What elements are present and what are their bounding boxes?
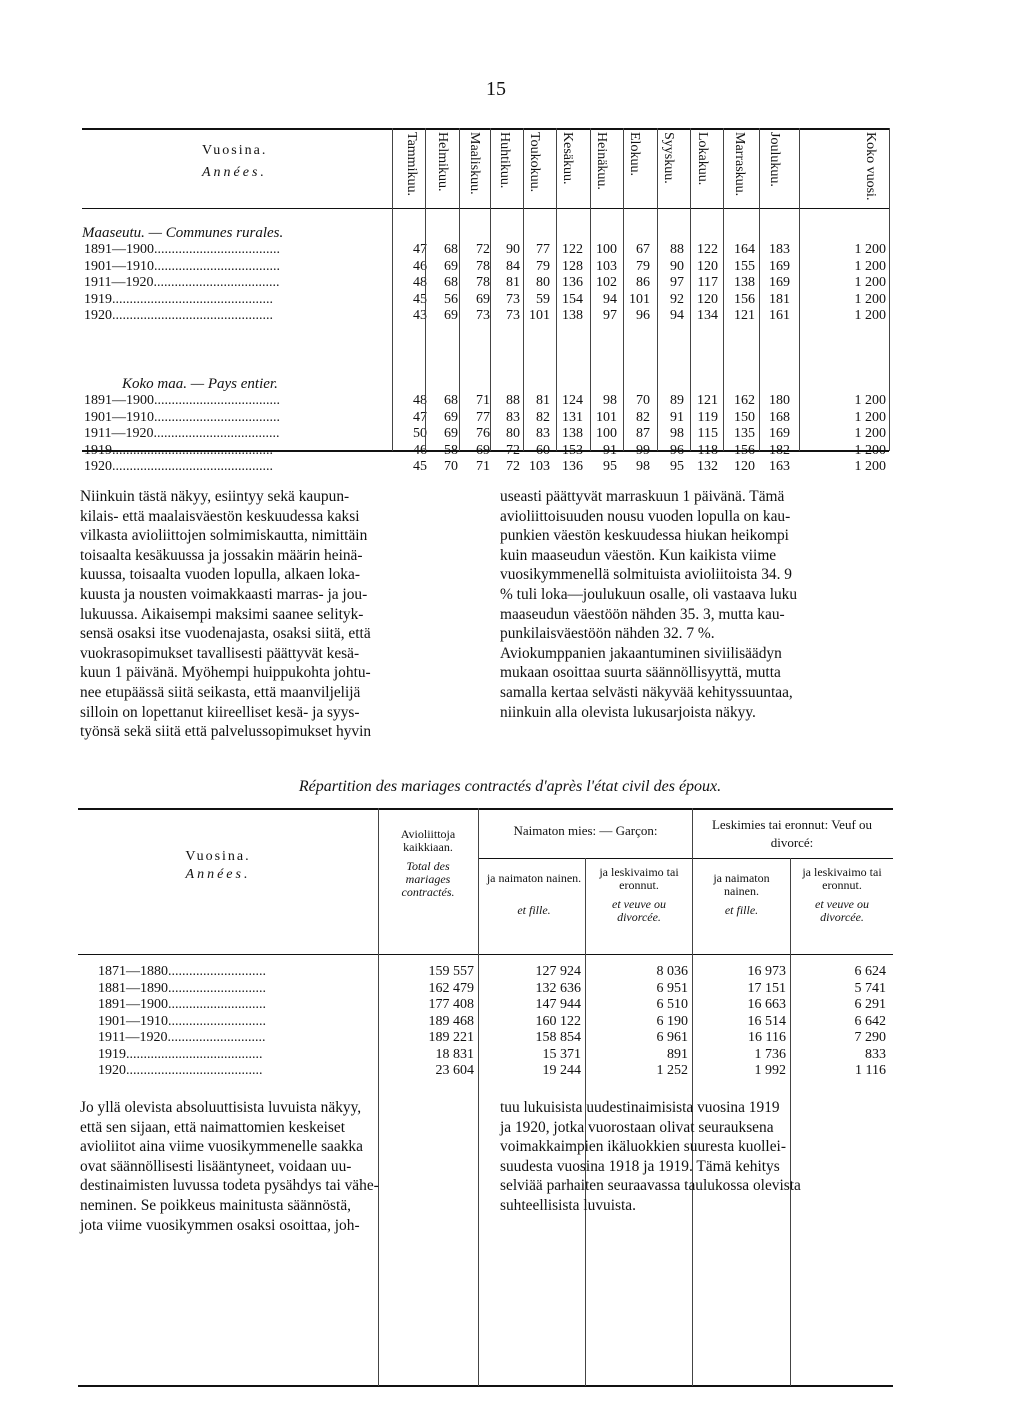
table-cell: 73 xyxy=(506,291,520,307)
unmarried-unmarried-fi: ja naimaton nainen. xyxy=(486,871,582,885)
table-cell: 117 xyxy=(697,275,718,290)
table-cell: 115 xyxy=(697,426,718,441)
table-cell: 160 122 xyxy=(535,1013,581,1029)
month-header: Koko vuosi. xyxy=(863,132,878,201)
table-cell: 16 973 xyxy=(747,964,786,979)
table-cell: 181 xyxy=(769,291,790,307)
text-line: työnsä sekä siitä että palvelussopimukset hyvin xyxy=(80,723,372,741)
table-cell: 6 510 xyxy=(656,997,688,1012)
table-cell: 72 xyxy=(476,242,490,257)
table-cell: 103 xyxy=(596,258,617,274)
table-cell: 6 961 xyxy=(656,1030,688,1045)
years-header: Vuosina. Années. xyxy=(202,143,268,180)
row-label: 1881—1890............................ xyxy=(98,980,266,996)
text-line: sensä osaksi itse vuodenajasta, osaksi siitä, että xyxy=(80,625,371,643)
table-cell: 164 xyxy=(734,242,755,257)
table-cell: 97 xyxy=(670,275,684,290)
table-cell: 6 951 xyxy=(656,980,688,996)
row-label: 1901—1910.................................... xyxy=(84,409,280,425)
table-cell: 47 xyxy=(413,242,427,257)
table-cell: 80 xyxy=(536,275,550,290)
table-cell: 1 200 xyxy=(854,291,886,307)
table-cell: 95 xyxy=(670,459,684,474)
table-cell: 147 944 xyxy=(535,997,581,1012)
table-cell: 168 xyxy=(769,409,790,425)
month-header: Toukokuu. xyxy=(527,132,542,193)
table-cell: 67 xyxy=(636,242,650,257)
table-cell: 69 xyxy=(444,426,458,441)
table-cell: 131 xyxy=(562,409,583,425)
table-cell: 82 xyxy=(636,409,650,425)
text-line: kilais- että maalaisväestön keskuudessa kaksi xyxy=(80,507,360,525)
table-cell: 122 xyxy=(562,242,583,257)
text-line: Jo yllä olevista absoluuttisista luvuista näkyy, xyxy=(80,1099,362,1116)
text-line: toisaalta kesäkuussa ja jossakin määrin heinä- xyxy=(80,546,363,564)
widower-unmarried-fi: ja naimaton nainen. xyxy=(713,871,770,898)
table-row xyxy=(82,292,889,308)
table-cell: 124 xyxy=(562,393,583,408)
table-cell: 90 xyxy=(506,242,520,257)
total-header-fr: Total des mariages contractés. xyxy=(401,859,455,899)
table-cell: 1 200 xyxy=(854,442,886,458)
table-cell: 1 200 xyxy=(854,426,886,441)
paragraph-left-2 xyxy=(80,1098,475,1235)
table-cell: 77 xyxy=(476,409,490,425)
table-row xyxy=(82,426,889,442)
table-cell: 158 854 xyxy=(535,1030,581,1045)
table-row xyxy=(82,259,889,275)
row-label: 1891—1900.................................... xyxy=(84,242,280,257)
table-cell: 134 xyxy=(697,308,718,323)
table-cell: 68 xyxy=(444,275,458,290)
table-cell: 69 xyxy=(444,308,458,323)
table-cell: 83 xyxy=(506,409,520,425)
table-cell: 47 xyxy=(413,409,427,425)
table-cell: 120 xyxy=(697,258,718,274)
table-cell: 68 xyxy=(444,393,458,408)
text-line: useasti päättyvät marraskuun 1 päivänä. Tämä xyxy=(500,488,785,505)
row-label: 1901—1910............................ xyxy=(98,1013,266,1029)
table-cell: 5 741 xyxy=(854,980,886,996)
table-cell: 153 xyxy=(562,442,583,458)
table-row xyxy=(82,459,889,475)
table-cell: 6 190 xyxy=(656,1013,688,1029)
table-cell: 169 xyxy=(769,258,790,274)
table-cell: 56 xyxy=(444,291,458,307)
table-cell: 98 xyxy=(670,426,684,441)
table-cell: 81 xyxy=(506,275,520,290)
table-cell: 183 xyxy=(769,242,790,257)
table-cell: 88 xyxy=(506,393,520,408)
row-label: 1891—1900.................................... xyxy=(84,393,280,408)
row-label: 1919....................................... xyxy=(98,1046,263,1062)
text-line: Niinkuin tästä näkyy, esiintyy sekä kaupun- xyxy=(80,488,350,505)
table-cell: 73 xyxy=(506,308,520,323)
text-line: vuosikymmenellä solmituista avioliitoista 34. 9 xyxy=(500,566,792,584)
text-line: ovat säännöllisesti lisääntyneet, voidaan uu- xyxy=(80,1157,352,1175)
text-line: kuin maaseudun väestön. Kun kaikista viime xyxy=(500,546,777,564)
table-cell: 50 xyxy=(413,426,427,441)
text-line: suhteellisista luvuista. xyxy=(500,1196,636,1214)
text-line: vuokrasopimukset tavallisesti päättyvät kesä- xyxy=(80,644,360,662)
paragraph-left-1 xyxy=(80,487,475,742)
row-label: 1911—1920.................................... xyxy=(84,426,280,441)
table-cell: 58 xyxy=(444,442,458,458)
table-cell: 48 xyxy=(413,393,427,408)
table-cell: 72 xyxy=(506,442,520,458)
table-cell: 95 xyxy=(603,459,617,474)
text-line: samalla kertaa selvästi näkyvää kehityssuuntaa, xyxy=(500,683,793,701)
row-label: 1871—1880............................ xyxy=(98,964,266,979)
table-cell: 101 xyxy=(529,308,550,323)
table-cell: 69 xyxy=(476,442,490,458)
table-cell: 83 xyxy=(536,426,550,441)
table-cell: 1 200 xyxy=(854,258,886,274)
table-cell: 96 xyxy=(636,308,650,323)
text-line: kuussa, toisaalta vuoden lopulla, alkaen loka- xyxy=(80,566,360,584)
table-cell: 120 xyxy=(734,459,755,474)
paragraph-right-1 xyxy=(500,487,895,722)
table-cell: 122 xyxy=(697,242,718,257)
table-cell: 155 xyxy=(734,258,755,274)
table-cell: 71 xyxy=(476,459,490,474)
text-line: kuun 1 päivänä. Myöhempi huippukohta johtu- xyxy=(80,664,371,682)
table-cell: 1 200 xyxy=(854,242,886,257)
table-cell: 1 200 xyxy=(854,409,886,425)
table-cell: 45 xyxy=(413,459,427,474)
table-cell: 132 636 xyxy=(535,980,581,996)
table-cell: 100 xyxy=(596,242,617,257)
table-cell: 1 200 xyxy=(854,308,886,323)
table-cell: 68 xyxy=(444,242,458,257)
table-cell: 1 200 xyxy=(854,393,886,408)
table-cell: 156 xyxy=(734,291,755,307)
table-cell: 136 xyxy=(562,459,583,474)
table-cell: 76 xyxy=(476,426,490,441)
table-row xyxy=(82,410,889,426)
civil-status-table xyxy=(78,808,893,1386)
table-cell: 121 xyxy=(697,393,718,408)
table-row xyxy=(78,981,893,997)
month-header: Heinäkuu. xyxy=(594,132,609,190)
table-cell: 189 468 xyxy=(428,1013,474,1029)
table-cell: 97 xyxy=(603,308,617,323)
table-cell: 121 xyxy=(734,308,755,323)
text-line: niinkuin alla olevista lukusarjoista näkyy. xyxy=(500,703,756,721)
table-cell: 79 xyxy=(636,258,650,274)
page-number: 15 xyxy=(486,78,506,100)
text-line: Aviokumppanien jakaantuminen siviilisäädyn xyxy=(500,644,782,662)
table-cell: 138 xyxy=(734,275,755,290)
table-cell: 132 xyxy=(697,459,718,474)
table-cell: 180 xyxy=(769,393,790,408)
table-cell: 69 xyxy=(476,291,490,307)
text-line: lukuussa. Aikaisempi maksimi saanee selityk- xyxy=(80,605,364,623)
table-cell: 189 221 xyxy=(428,1030,474,1045)
table-cell: 6 624 xyxy=(854,964,886,979)
table-cell: 127 924 xyxy=(535,964,581,979)
text-line: selviää parhaiten seuraavassa taulukossa olevista xyxy=(500,1177,801,1195)
widower-widow-fi: ja leskivaimo tai eronnut. xyxy=(802,865,882,892)
table-cell: 103 xyxy=(529,459,550,474)
month-header: Tammikuu. xyxy=(404,132,419,196)
table-cell: 138 xyxy=(562,426,583,441)
table-row xyxy=(78,1014,893,1030)
text-line: vilkasta avioliittojen solmimiskautta, nimittäin xyxy=(80,527,368,545)
row-label: 1891—1900............................ xyxy=(98,997,266,1012)
table-cell: 15 371 xyxy=(542,1046,581,1062)
table-cell: 99 xyxy=(636,442,650,458)
widowers-header: Leskimies tai eronnut: Veuf ou divorcé: xyxy=(711,817,873,850)
table-cell: 135 xyxy=(734,426,755,441)
table-cell: 94 xyxy=(670,308,684,323)
table-cell: 169 xyxy=(769,275,790,290)
table-cell: 70 xyxy=(444,459,458,474)
table-cell: 136 xyxy=(562,275,583,290)
row-label: 1919.............................................. xyxy=(84,442,273,458)
month-header: Joulukuu. xyxy=(767,132,782,187)
text-line: nee etupäässä siitä seikasta, että maanviljelijä xyxy=(80,683,361,701)
table-cell: 86 xyxy=(636,275,650,290)
month-header: Kesäkuu. xyxy=(560,132,575,185)
table-cell: 177 408 xyxy=(428,997,474,1012)
table-cell: 48 xyxy=(413,275,427,290)
month-header: Syyskuu. xyxy=(661,132,676,184)
table-cell: 891 xyxy=(667,1046,688,1062)
table-cell: 73 xyxy=(476,308,490,323)
table-cell: 45 xyxy=(413,291,427,307)
text-line: % tuli loka—joulukuun osalle, oli vastaava luku xyxy=(500,585,798,603)
table-cell: 7 290 xyxy=(854,1030,886,1045)
table-cell: 138 xyxy=(562,308,583,323)
table-cell: 70 xyxy=(636,393,650,408)
table-cell: 71 xyxy=(476,393,490,408)
table-cell: 6 291 xyxy=(854,997,886,1012)
table-cell: 69 xyxy=(444,258,458,274)
month-header: Elokuu. xyxy=(627,132,642,176)
table-row xyxy=(78,964,893,980)
table-row xyxy=(78,997,893,1013)
table-cell: 150 xyxy=(734,409,755,425)
table-cell: 78 xyxy=(476,275,490,290)
text-line: neminen. Se poikkeus mainitusta säännöstä, xyxy=(80,1196,351,1214)
table-cell: 88 xyxy=(670,242,684,257)
table-cell: 169 xyxy=(769,426,790,441)
total-header-fi: Avioliittoja kaikkiaan. xyxy=(400,827,456,854)
table-cell: 43 xyxy=(413,308,427,323)
month-header: Maaliskuu. xyxy=(467,132,482,195)
text-line: avioliitot aina viime vuosikymmenelle saakka xyxy=(80,1138,363,1156)
table-cell: 163 xyxy=(769,459,790,474)
table-cell: 46 xyxy=(413,258,427,274)
table-cell: 161 xyxy=(769,308,790,323)
text-line: voimakkaimpien ikäluokkien suuresta kuollei- xyxy=(500,1138,786,1156)
years-header-fr: Années. xyxy=(185,867,251,882)
text-line: punkien väestön keskuudessa hiukan heikompi xyxy=(500,527,789,545)
table-cell: 92 xyxy=(670,291,684,307)
table-row xyxy=(82,308,889,324)
row-label: 1919.............................................. xyxy=(84,291,273,307)
table-cell: 89 xyxy=(670,393,684,408)
row-label: 1911—1920.................................... xyxy=(84,275,280,290)
table-cell: 17 151 xyxy=(747,980,786,996)
table-cell: 87 xyxy=(636,426,650,441)
table-cell: 96 xyxy=(670,442,684,458)
text-line: tuu lukuisista uudestinaimisista vuosina 1919 xyxy=(500,1099,780,1116)
text-line: silloin on lopettanut kiireelliset kesä- ja syys- xyxy=(80,703,360,721)
row-label: 1920.............................................. xyxy=(84,459,273,474)
table-cell: 78 xyxy=(476,258,490,274)
row-label: 1920.............................................. xyxy=(84,308,273,323)
widower-widow-fr: et veuve ou divorcée. xyxy=(815,897,869,924)
unmarried-men-header: Naimaton mies: — Garçon: xyxy=(513,823,658,838)
table-row xyxy=(78,1063,893,1079)
unmarried-widow-fr: et veuve ou divorcée. xyxy=(612,897,666,924)
table-cell: 91 xyxy=(603,442,617,458)
table-cell: 1 736 xyxy=(754,1046,786,1062)
text-line: destinaimisten luvussa todeta pysähdys tai vähe- xyxy=(80,1177,379,1195)
table-cell: 1 200 xyxy=(854,459,886,474)
table-cell: 46 xyxy=(413,442,427,458)
table-cell: 19 244 xyxy=(542,1063,581,1078)
table-cell: 16 116 xyxy=(748,1030,786,1045)
table-cell: 102 xyxy=(596,275,617,290)
table-cell: 101 xyxy=(629,291,650,307)
monthly-marriages-table xyxy=(82,128,889,474)
table-row xyxy=(78,1030,893,1046)
table-row xyxy=(82,443,889,459)
table-cell: 84 xyxy=(506,258,520,274)
table-cell: 81 xyxy=(536,393,550,408)
paragraph-right-2 xyxy=(500,1098,895,1216)
table-cell: 94 xyxy=(603,291,617,307)
table-cell: 79 xyxy=(536,258,550,274)
table-cell: 159 557 xyxy=(428,964,474,979)
table-cell: 18 831 xyxy=(435,1046,474,1062)
table-cell: 118 xyxy=(697,442,718,458)
text-line: jota viime vuosikymmen osaksi osoittaa, joh- xyxy=(80,1216,360,1234)
text-line: avioliittoisuuden nousu vuoden lopulla on kau- xyxy=(500,507,791,525)
table-cell: 59 xyxy=(536,291,550,307)
table-cell: 154 xyxy=(562,291,583,307)
table-cell: 91 xyxy=(670,409,684,425)
table-cell: 120 xyxy=(697,291,718,307)
table-cell: 8 036 xyxy=(656,964,688,979)
row-label: 1920....................................... xyxy=(98,1063,263,1078)
month-header: Marraskuu. xyxy=(732,132,747,197)
row-label: 1911—1920............................ xyxy=(98,1030,266,1045)
unmarried-unmarried-fr: et fille. xyxy=(517,903,551,917)
table-cell: 1 252 xyxy=(656,1063,688,1078)
table-cell: 16 663 xyxy=(747,997,786,1012)
table-cell: 101 xyxy=(596,409,617,425)
unmarried-widow-fi: ja leskivaimo tai eronnut. xyxy=(599,865,679,892)
table-cell: 98 xyxy=(636,459,650,474)
table-cell: 1 116 xyxy=(855,1063,886,1078)
table-row xyxy=(78,1047,893,1063)
table-cell: 162 xyxy=(734,393,755,408)
table-row xyxy=(82,242,889,258)
table-cell: 6 642 xyxy=(854,1013,886,1029)
table-cell: 60 xyxy=(536,442,550,458)
table-cell: 72 xyxy=(506,459,520,474)
table-cell: 100 xyxy=(596,426,617,441)
table-cell: 156 xyxy=(734,442,755,458)
text-line: kuusta ja nousten voimakkaasti marras- ja jou- xyxy=(80,585,368,603)
table-cell: 23 604 xyxy=(435,1063,474,1078)
table-cell: 162 479 xyxy=(428,980,474,996)
table-cell: 98 xyxy=(603,393,617,408)
text-line: että sen sijaan, että naimattomien keskeiset xyxy=(80,1118,345,1136)
table-cell: 1 200 xyxy=(854,275,886,290)
table-cell: 182 xyxy=(769,442,790,458)
table-caption: Répartition des mariages contractés d'après l'état civil des époux. xyxy=(298,778,722,795)
table-cell: 128 xyxy=(562,258,583,274)
month-header: Huhtikuu. xyxy=(497,132,512,189)
table-cell: 69 xyxy=(444,409,458,425)
table-cell: 16 514 xyxy=(747,1013,786,1029)
text-line: maaseudun väestöön nähden 35. 3, mutta kau- xyxy=(500,605,785,623)
text-line: suudesta vuosina 1918 ja 1919. Tämä kehitys xyxy=(500,1157,780,1175)
table-cell: 1 992 xyxy=(754,1063,786,1078)
table-row xyxy=(82,275,889,291)
table-cell: 80 xyxy=(506,426,520,441)
text-line: punkilaisväestöön nähden 32. 7 %. xyxy=(500,625,715,643)
table-cell: 77 xyxy=(536,242,550,257)
table-cell: 119 xyxy=(697,409,718,425)
table-cell: 90 xyxy=(670,258,684,274)
row-label: 1901—1910.................................... xyxy=(84,258,280,274)
table-cell: 82 xyxy=(536,409,550,425)
text-line: ja 1920, jotka vuorostaan olivat seurauksena xyxy=(500,1118,774,1136)
text-line: mukaan osoittaa suurta säännöllisyyttä, mutta xyxy=(500,664,781,682)
years-header-fi: Vuosina. xyxy=(185,849,251,864)
table-row xyxy=(82,393,889,409)
section-title: Maaseutu. — Communes rurales. xyxy=(82,225,284,241)
month-header: Lokakuu. xyxy=(695,132,710,186)
section-title: Koko maa. — Pays entier. xyxy=(122,376,278,392)
month-header: Helmikuu. xyxy=(435,132,450,192)
table-cell: 833 xyxy=(865,1046,886,1062)
widower-unmarried-fr: et fille. xyxy=(724,903,759,917)
